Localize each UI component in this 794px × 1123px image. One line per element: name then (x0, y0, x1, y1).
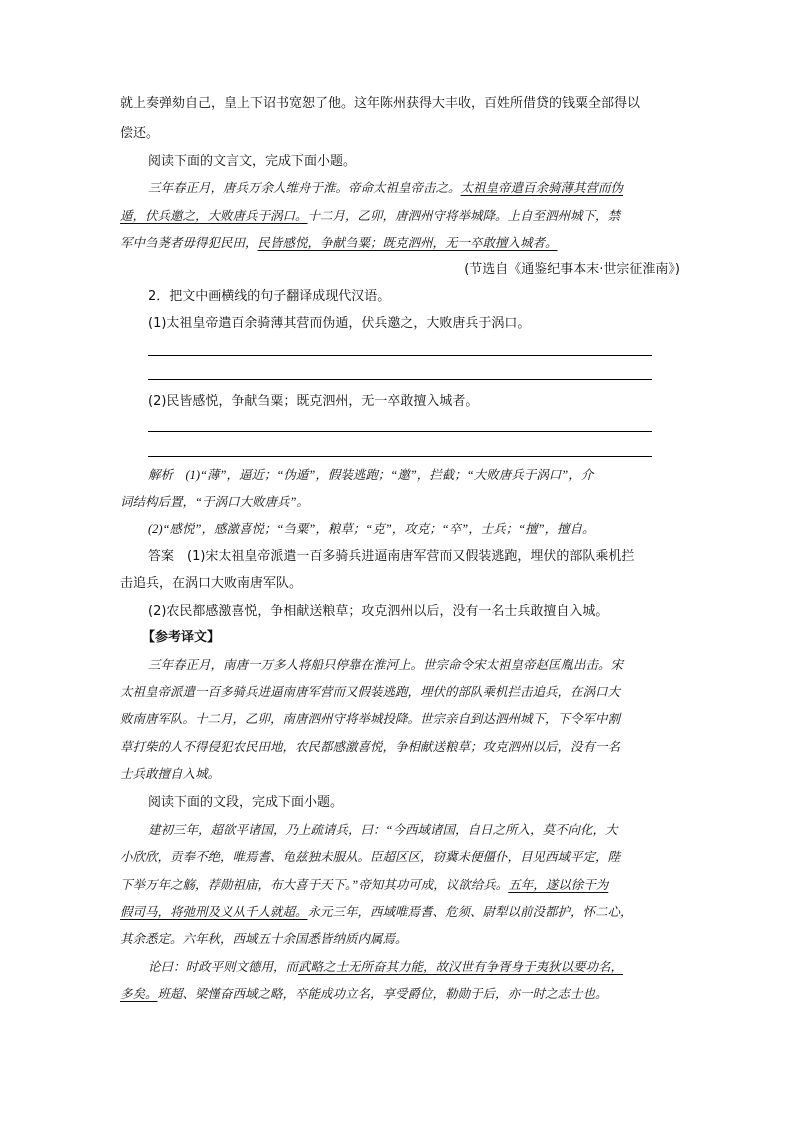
answer-blank-line[interactable] (148, 355, 652, 356)
passage2-line (120, 984, 680, 1004)
underlined-sentence-3-cont: 假司马，将弛刑及义从千人就超。 (120, 905, 308, 919)
reference-translation-heading: 【参考译文】 (142, 630, 221, 645)
reference-line: 三年春正月，南唐一万多人将船只停靠在淮河上。世宗命令宋太祖皇帝赵匡胤出击。宋 (148, 658, 624, 672)
analysis-line: (2)“感悦”，感激喜悦；“刍粟”，粮草；“克”，攻克；“卒”，士兵；“擅”，擅自。 (148, 522, 595, 536)
underlined-sentence-4: 武略之士无所奋其力能，故汉世有争胥身于夷狄以要功名， (298, 960, 624, 974)
underlined-sentence-3: 五年，遂以徐干为 (508, 878, 609, 892)
reference-line: 太祖皇帝派遣一百多骑兵进逼南唐军营而又假装逃跑，埋伏的部队乘机拦击追兵，在涡口大 (120, 685, 621, 699)
instruction-1: 阅读下面的文言文，完成下面小题。 (148, 154, 357, 169)
passage2-line: 其余悉定。六年秋，西域五十余国悉皆纳质内属焉。 (120, 932, 408, 946)
source-citation: (节选自《通鉴纪事本末·世宗征淮南》) (464, 262, 680, 277)
passage-text: 论曰：时政平则文德用，而 (148, 960, 299, 974)
passage2-line: 建初三年，超欲平诸国，乃上疏请兵，曰：“今西域诸国，自日之所入，莫不向化，大 (148, 823, 618, 837)
passage2-line (148, 957, 678, 977)
answer-line: 击追兵，在涡口大败南唐军队。 (120, 576, 303, 591)
reference-line: 草打柴的人不得侵犯农民田地，农民都感激喜悦，争相献送粮草；攻克泗州以后，没有一名 (120, 740, 621, 754)
answer-blank-line[interactable] (148, 456, 652, 457)
underlined-sentence-4-cont: 多矣。 (120, 987, 158, 1001)
underlined-sentence-1-cont: 遁，伏兵邀之，大败唐兵于涡口。 (120, 209, 308, 223)
passage2-line: 小欣欣，贡奉不绝，唯焉耆、龟兹独未服从。臣超区区，窃冀未便僵仆，目见西域平定，陛 (120, 850, 621, 864)
passage-text: 班超、梁慬奋西域之略，卒能成功立名，享受爵位，勒勋于后，亦一时之志士也。 (157, 987, 608, 1001)
answer-line: 答案 (1)宋太祖皇帝派遣一百多骑兵进逼南唐军营而又假装逃跑，埋伏的部队乘机拦 (148, 549, 635, 564)
passage-text: 下举万年之觞，荐勋祖庙，布大喜于天下。”帝知其功可成，议欲给兵。 (120, 878, 509, 892)
answer-blank-line[interactable] (148, 431, 652, 432)
passage-text: 十二月，乙卯，唐泗州守将举城降。上自至泗州城下，禁 (307, 209, 621, 223)
passage2-line (120, 875, 680, 895)
question-2-title: 2．把文中画横线的句子翻译成现代汉语。 (148, 289, 391, 304)
analysis-line: 解析 (1)“薄”，逼近；“伪遁”，假装逃跑；“邀”，拦截；“大败唐兵于涡口”，介 (148, 468, 594, 482)
passage-line (120, 206, 680, 226)
passage-text: 军中刍荛者毋得犯民田， (120, 236, 258, 250)
paragraph-line: 偿还。 (120, 126, 160, 141)
passage2-line (120, 902, 680, 922)
passage-line (120, 233, 680, 253)
underlined-sentence-1: 太祖皇帝遣百余骑薄其营而伪 (460, 181, 624, 195)
passage-line (148, 178, 678, 198)
instruction-2: 阅读下面的文段，完成下面小题。 (148, 795, 344, 810)
underlined-sentence-2: 民皆感悦，争献刍粟；既克泗州，无一卒敢擅入城者。 (257, 236, 558, 250)
passage-text: 三年春正月，唐兵万余人维舟于淮。帝命太祖皇帝击之。 (148, 181, 461, 195)
question-2-sentence-1: (1)太祖皇帝遣百余骑薄其营而伪遁，伏兵邀之，大败唐兵于涡口。 (148, 316, 531, 331)
reference-line: 士兵敢擅自入城。 (120, 767, 221, 781)
answer-line: (2)农民都感激喜悦，争相献送粮草；攻克泗州以后，没有一名士兵敢擅自入城。 (148, 604, 609, 619)
question-2-sentence-2: (2)民皆感悦，争献刍粟；既克泗州，无一卒敢擅入城者。 (148, 394, 479, 409)
passage-text: 永元三年，西域唯焉耆、危须、尉犁以前没都护，怀二心， (307, 905, 633, 919)
paragraph-line: 就上奏弹劾自己，皇上下诏书宽恕了他。这年陈州获得大丰收，百姓所借贷的钱粟全部得以 (120, 96, 641, 111)
answer-blank-line[interactable] (148, 379, 652, 380)
reference-line: 败南唐军队。十二月，乙卯，南唐泗州守将举城投降。世宗亲自到达泗州城下，下令军中割 (120, 712, 621, 726)
analysis-line: 词结构后置，“于涡口大败唐兵”。 (120, 495, 309, 509)
